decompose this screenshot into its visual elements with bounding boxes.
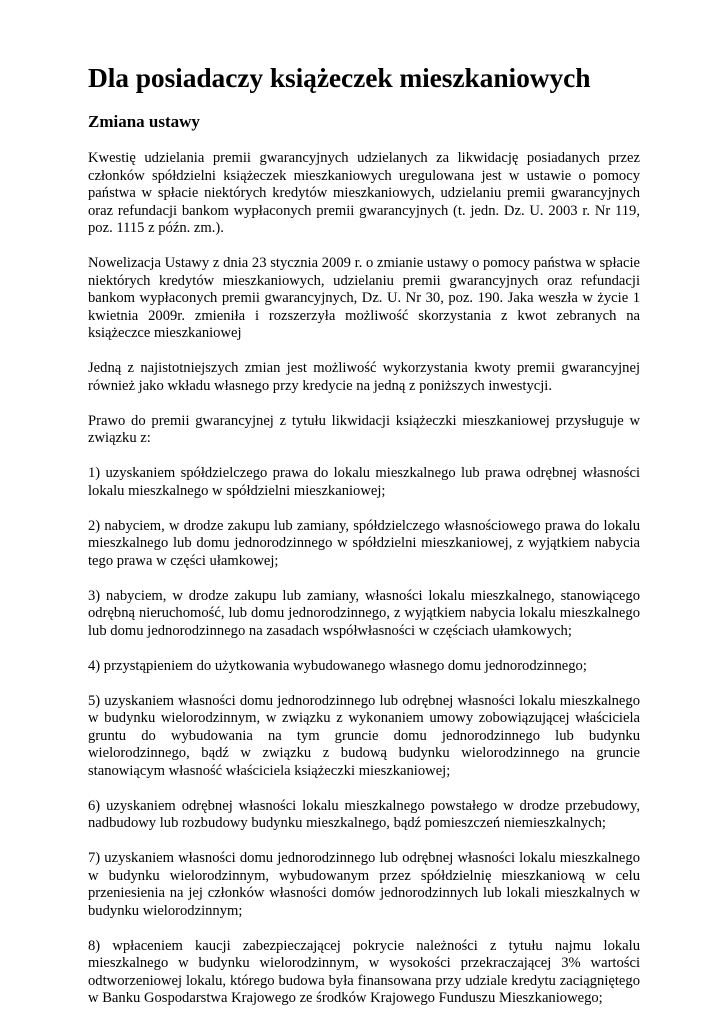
list-item-1: 1) uzyskaniem spółdzielczego prawa do lokalu mieszkalnego lub prawa odrębnej własności lokalu mieszkalnego w spółdzielni mieszkaniowej;: [88, 465, 640, 499]
list-item-7: 7) uzyskaniem własności domu jednorodzinnego lub odrębnej własności lokalu mieszkalnego w budynku wielorodzinnym, wybudowanym przez spółdzielnię mieszkaniową w celu przeniesienia na jej członków własności domów jednorodzinnych lub lokali mieszkalnych w budynku wielorodzinnym;: [88, 850, 640, 919]
list-item-6: 6) uzyskaniem odrębnej własności lokalu mieszkalnego powstałego w drodze przebudowy, nadbudowy lub rozbudowy budynku mieszkalnego, bądź pomieszczeń niemieszkalnych;: [88, 797, 640, 831]
paragraph-key-change: Jedną z najistotniejszych zmian jest możliwość wykorzystania kwoty premii gwarancyjnej również jako wkładu własnego przy kredycie na jedną z poniższych inwestycji.: [88, 360, 640, 394]
section-heading: Zmiana ustawy: [88, 112, 200, 131]
paragraph-entitlement: Prawo do premii gwarancyjnej z tytułu likwidacji książeczki mieszkaniowej przysługuje w związku z:: [88, 412, 640, 446]
list-item-3: 3) nabyciem, w drodze zakupu lub zamiany, własności lokalu mieszkalnego, stanowiącego odrębną nieruchomość, lub domu jednorodzinnego, z wyjątkiem nabycia lokalu mieszkalnego lub domu jednorodzinnego na zasadach współwłasności w częściach ułamkowych;: [88, 587, 640, 639]
paragraph-amendment: Nowelizacja Ustawy z dnia 23 stycznia 2009 r. o zmianie ustawy o pomocy państwa w spłacie niektórych kredytów mieszkaniowych, udzielaniu premii gwarancyjnych oraz refundacji bankom wypłaconych premii gwarancyjnych, Dz. U. Nr 30, poz. 190. Jaka weszła w życie 1 kwietnia 2009r. zmieniła i rozszerzyła możliwość skorzystania z kwot zebranych na książeczce mieszkaniowej: [88, 255, 640, 341]
list-item-2: 2) nabyciem, w drodze zakupu lub zamiany, spółdzielczego własnościowego prawa do lokalu mieszkalnego lub domu jednorodzinnego w spółdzielni mieszkaniowej, z wyjątkiem nabycia tego prawa w części ułamkowej;: [88, 517, 640, 569]
document-page: [88, 58, 640, 1025]
paragraph-intro: Kwestię udzielania premii gwarancyjnych udzielanych za likwidację posiadanych przez członków spółdzielni książeczek mieszkaniowych uregulowana jest w ustawie o pomocy państwa w spłacie niektórych kredytów mieszkaniowych, udzielaniu premii gwarancyjnych oraz refundacji bankom wypłaconych premii gwarancyjnych (t. jedn. Dz. U. 2003 r. Nr 119, poz. 1115 z późn. zm.).: [88, 150, 640, 236]
list-item-4: 4) przystąpieniem do użytkowania wybudowanego własnego domu jednorodzinnego;: [88, 657, 587, 674]
list-item-5: 5) uzyskaniem własności domu jednorodzinnego lub odrębnej własności lokalu mieszkalnego w budynku wielorodzinnym, w związku z wykonaniem umowy zobowiązującej właściciela gruntu do wybudowania na tym gruncie domu jednorodzinnego lub budynku wielorodzinnego, bądź w związku z budową budynku wielorodzinnego na gruncie stanowiącym własność właściciela książeczki mieszkaniowej;: [88, 692, 640, 779]
document-body: [88, 150, 640, 1008]
document-title: Dla posiadaczy książeczek mieszkaniowych: [88, 62, 591, 93]
list-item-8: 8) wpłaceniem kaucji zabezpieczającej pokrycie należności z tytułu najmu lokalu mieszkalnego w budynku wielorodzinnym, w wysokości przekraczającej 3% wartości odtworzeniowej lokalu, którego budowa była finansowana przy udziale kredytu zaciągniętego w Banku Gospodarstwa Krajowego ze środków Krajowego Funduszu Mieszkaniowego;: [88, 937, 640, 1006]
